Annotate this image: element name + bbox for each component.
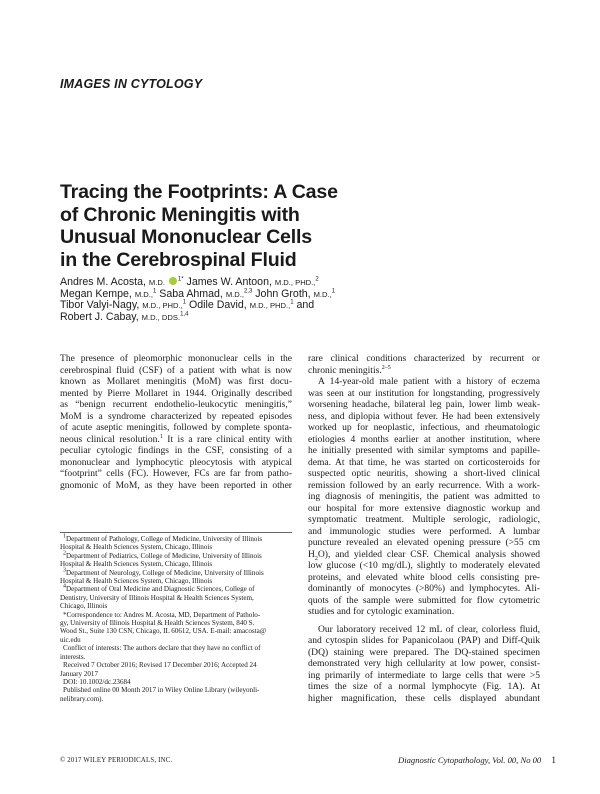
body-line: of acute aseptic meningitis, followed by complete sponta- (60, 422, 292, 433)
affiliation-line: Chicago, Illinois (60, 602, 108, 611)
body-line: “footprint” cells (FC). However, FCs are far from patho- (60, 468, 292, 479)
body-line: rare clinical conditions characterized by recurrent or (308, 353, 540, 364)
affiliation-line (60, 535, 292, 543)
body-line: mononuclear and lymphocytic pleocytosis with atypical (60, 456, 292, 468)
conflict-line: Conflict of interests: The authors declare that they have no conflict of (63, 644, 261, 653)
body-line: etiologies 4 months earlier at another institution, where (308, 433, 540, 445)
correspondence-line: *Correspondence to: Andres M. Acosta, MD, Department of Patholo- (63, 610, 261, 619)
body-line: known as Mollaret meningitis (MoM) was first docu- (60, 376, 292, 387)
body-line: and cytospin slides for Papanicolaou (PAP) and Diff-Quik (308, 635, 540, 646)
title-line: Tracing the Footprints: A Case (60, 181, 338, 203)
body-line: puncture revealed an elevated opening pressure (>55 cm (308, 537, 540, 548)
doi-line[interactable]: DOI: 10.1002/dc.23684 (63, 677, 131, 686)
body-line (308, 549, 540, 561)
title-line: in the Cerebrospinal Fluid (60, 248, 297, 271)
body-text: neous clinical resolution. (60, 433, 160, 445)
body-line: worked up for neoplastic, infectious, and rheumatologic (308, 422, 540, 433)
author-affil: 1,4 (180, 311, 189, 318)
body-line: was seen at our institution for longstanding, progressively (308, 387, 540, 399)
conflict-line: interests. (60, 652, 86, 661)
body-line: and immunologic studies were performed. A lumbar (308, 525, 540, 537)
affiliation-line (60, 569, 292, 577)
footnotes (60, 535, 292, 703)
author-name: Megan Kempe, (60, 287, 132, 300)
author-affil: 1 (152, 288, 157, 295)
author-affil: 1 (182, 299, 187, 306)
body-text: It is a rare clinical entity with (162, 433, 292, 445)
body-line: peculiar cytologic findings in the CSF, consisting of a (60, 445, 292, 456)
author-degree: M.D., (225, 289, 244, 299)
body-line: demonstrated very high cellularity at low power, consist- (308, 658, 540, 669)
author-degree: M.D., PHD., (142, 301, 183, 311)
affil-text: Department of Neurology, College of Medicine, University of Illinois (66, 568, 264, 577)
author-affil: 1 (331, 288, 336, 295)
orcid-icon[interactable] (169, 277, 177, 285)
affil-number: 3 (63, 567, 66, 574)
body-line: proteins, and elevated white blood cells consisting pre- (308, 571, 540, 583)
affiliation-line: Hospital & Health Sciences System, Chicago, Illinois (60, 577, 213, 586)
author-degree: M.D. (148, 278, 165, 287)
author-affil: 1 (290, 299, 294, 306)
body-line: remission followed by an early recurrence. With a work- (308, 479, 540, 491)
body-line: dema. At that time, he was started on corticosteroids for (308, 456, 540, 468)
body-line: dominantly of monocytes (>80%) and lymphocytes. Ali- (308, 583, 540, 594)
affil-text: Department of Oral Medicine and Diagnostic Sciences, College of (66, 585, 255, 594)
dates-line: January 2017 (60, 669, 99, 678)
affiliation-line: Hospital & Health Sciences System, Chicago, Illinois (60, 560, 213, 569)
author-name: Odile David, (189, 299, 247, 312)
body-line: (DQ) staining were prepared. The DQ-stained specimen (308, 646, 540, 658)
body-line: he initially presented with similar symptoms and papille- (308, 445, 540, 456)
author-name: James W. Antoon, (186, 276, 272, 288)
citation: 2–5 (381, 364, 391, 371)
left-column (60, 353, 292, 491)
author-affil: 1* (177, 276, 184, 283)
subscript: 2 (314, 555, 318, 562)
author-degree: M.D., PHD., (249, 301, 291, 311)
affil-text: Department of Pediatrics, College of Medicine, University of Illinois (66, 551, 262, 560)
author-line (60, 312, 440, 324)
author-degree: M.D., (134, 289, 153, 299)
body-line (308, 365, 540, 377)
body-line: The presence of pleomorphic mononuclear cells in the (60, 353, 292, 364)
correspondence-line: uic.edu (60, 635, 81, 644)
page-number: 1 (551, 755, 557, 766)
correspondence-line: gy, University of Illinois Hospital & Health Sciences System, 840 S. (60, 619, 255, 628)
body-line: cerebrospinal fluid (CSF) of a patient with what is now (60, 364, 292, 376)
affiliation-line: Hospital & Health Sciences System, Chicago, Illinois (60, 543, 213, 552)
affiliation-line: Dentistry, University of Illinois Hospital & Health Sciences System, (60, 593, 254, 602)
body-line: MoM is a syndrome characterized by repeated episodes (60, 410, 292, 422)
section-label: IMAGES IN CYTOLOGY (60, 77, 203, 91)
affil-number: 4 (63, 584, 66, 591)
affiliation-line (60, 585, 292, 593)
affil-text: Department of Pathology, College of Medicine, University of Illinois (66, 535, 263, 543)
body-line: mented by Pierre Mollaret in 1944. Originally described (60, 387, 292, 399)
affil-number: 2 (63, 550, 66, 557)
author-name: Robert J. Cabay, (60, 310, 139, 323)
body-line: low glucose (<10 mg/dL), slightly to moderately elevated (308, 560, 540, 571)
author-affil: 2,3 (243, 288, 253, 295)
author-affil: 2 (315, 276, 319, 283)
footnote-divider (60, 532, 292, 533)
body-line: studies and for cytologic examination. (308, 606, 455, 617)
body-text: chronic meningitis. (308, 364, 382, 376)
body-line: symptomatic treatment. Multiple serologic, radiologic, (308, 514, 540, 525)
body-line: ing diagnosis of meningitis, the patient was admitted to (308, 491, 540, 502)
published-line: Published online 00 Month 2017 in Wiley Online Library (wileyonli- (63, 686, 260, 695)
affiliation-line (60, 552, 292, 560)
body-line: times the size of a normal lymphocyte (Fig. 1A). At (308, 681, 540, 692)
author-conjunction: and (296, 299, 315, 312)
author-degree: M.D., (313, 289, 332, 299)
citation: 1 (159, 433, 163, 440)
body-line: our hospital for more extensive diagnostic workup and (308, 502, 540, 514)
body-line: suspected optic neuritis, showing a short-lived clinical (308, 468, 540, 479)
body-line (60, 434, 292, 446)
title-line: of Chronic Meningitis with (60, 203, 300, 226)
body-line: Our laboratory received 12 mL of clear, colorless fluid, (318, 623, 540, 635)
body-line: A 14-year-old male patient with a history of eczema (318, 376, 540, 387)
body-line: as “benign recurrent endothelio-leukocytic meningitis,” (60, 399, 292, 410)
body-line: worsening headache, bilateral leg pain, lower limb weak- (308, 399, 540, 410)
journal-citation: Diagnostic Cytopathology, Vol. 00, No 00 (398, 755, 542, 765)
author-name: Tibor Valyi-Nagy, (60, 299, 140, 312)
title-line: Unusual Mononuclear Cells (60, 226, 312, 248)
correspondence-line: Wood St., Suite 130 CSN, Chicago, IL 60612, USA. E-mail: amacosta@ (60, 627, 267, 636)
body-line: ing primarily of intermediate to large cells that were >5 (308, 669, 540, 681)
dates-line: Received 7 October 2016; Revised 17 December 2016; Accepted 24 (63, 661, 257, 670)
journal-footer (398, 755, 556, 766)
copyright: © 2017 WILEY PERIODICALS, INC. (60, 757, 173, 764)
author-name: Andres M. Acosta, (60, 276, 146, 288)
affil-number: 1 (63, 533, 66, 540)
author-degree: M.D., PHD., (274, 278, 316, 287)
author-name: Saba Ahmad, (159, 287, 223, 300)
right-column (308, 353, 540, 704)
article-title (60, 181, 500, 271)
author-degree: M.D., DDS. (141, 312, 181, 322)
author-list (60, 277, 440, 323)
body-text: H (308, 548, 315, 560)
author-name: John Groth, (255, 287, 311, 300)
body-line: higher magnification, these cells displayed abundant (308, 692, 540, 704)
body-text: O), and yielded clear CSF. Chemical analysis showed (317, 548, 540, 560)
published-line: nelibrary.com). (60, 694, 104, 703)
body-line: gnomonic of MoM, as they have been reported in other (60, 479, 292, 491)
body-line: quots of the sample were submitted for flow cytometric (308, 594, 540, 606)
body-line: ness, and diplopia without fever. He had been extensively (308, 410, 540, 422)
